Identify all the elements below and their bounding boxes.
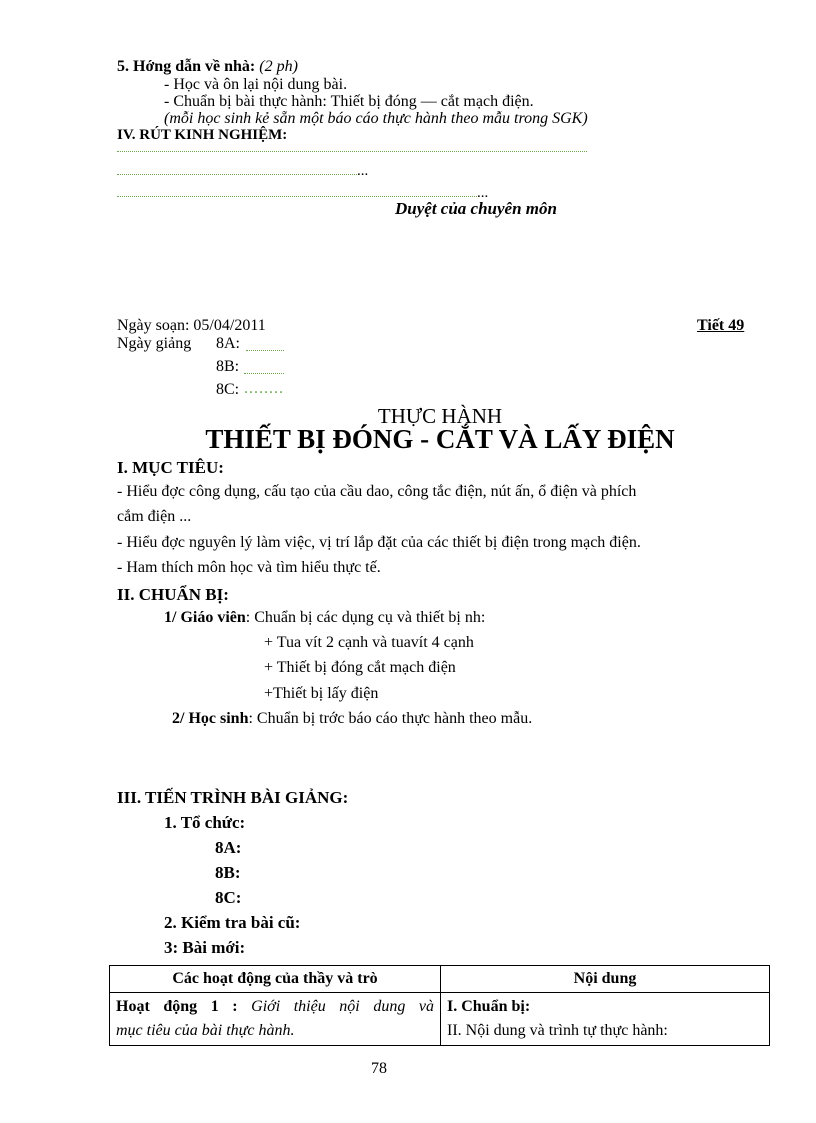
tool-item-1: + Tua vít 2 cạnh và tuavít 4 cạnh: [264, 634, 474, 651]
review-dotted-line-1: [117, 151, 587, 152]
homework-note: (mỗi học sinh kẻ sẵn một báo cáo thực hành theo mẫu trong SGK): [164, 110, 588, 127]
activity-line-2: mục tiêu của bài thực hành.: [116, 1022, 295, 1039]
review-dotted-end-2: ...: [357, 163, 369, 179]
homework-item-1: - Học và ôn lại nội dung bài.: [164, 76, 348, 93]
process-class-8b: 8B:: [215, 863, 241, 882]
approval-text: Duyệt của chuyên môn: [395, 199, 557, 218]
objective-3: - Ham thích môn học và tìm hiểu thực tế.: [117, 559, 381, 576]
objective-1: - Hiểu đợc công dụng, cấu tạo của cầu dao, công tắc điện, nút ấn, ổ điện và phích: [117, 483, 637, 500]
activity-text: Giới thiệu nội dung và: [237, 998, 434, 1015]
teacher-text: : Chuẩn bị các dụng cụ và thiết bị nh:: [245, 609, 486, 626]
activity-label: Hoạt động 1 :: [116, 998, 238, 1015]
content-item-2: II. Nội dung và trình tự thực hành:: [447, 1022, 668, 1039]
objective-2: - Hiểu đợc nguyên lý làm việc, vị trí lắp đặt của các thiết bị điện trong mạch điện.: [117, 534, 641, 551]
class-8a: 8A:: [216, 335, 240, 352]
table-header-row: [110, 966, 770, 993]
prep-date: Ngày soạn: 05/04/2011: [117, 317, 266, 334]
class-8c-dots: ........: [244, 380, 284, 397]
table-header-content: Nội dung: [441, 966, 770, 993]
review-dotted-line-2: [117, 174, 357, 175]
organization-heading: 1. Tổ chức:: [164, 813, 246, 832]
student-text: : Chuẩn bị trớc báo cáo thực hành theo mẫu.: [248, 710, 533, 727]
homework-time: (2 ph): [259, 58, 298, 75]
period-number: Tiết 49: [697, 317, 745, 334]
review-heading: IV. RÚT KINH NGHIỆM:: [117, 127, 288, 143]
teacher-label: 1/ Giáo viên: [164, 609, 246, 626]
homework-heading-line: [117, 58, 298, 76]
prep-heading: II. CHUẨN BỊ:: [117, 585, 229, 604]
class-8c: 8C:: [216, 381, 240, 398]
class-8b-dots: [244, 373, 284, 374]
student-label: 2/ Học sinh: [172, 710, 249, 727]
table-header-activities: Các hoạt động của thầy và trò: [110, 966, 441, 993]
review-dotted-line-3: [117, 196, 477, 197]
title-line-2: THIẾT BỊ ĐÓNG - CẮT VÀ LẤY ĐIỆN: [205, 424, 675, 454]
lesson-table: [109, 965, 770, 1046]
process-class-8a: 8A:: [215, 838, 242, 857]
teacher-prep-line: [164, 609, 485, 627]
class-8b: 8B:: [216, 358, 240, 375]
activity-line-1: [116, 995, 434, 1019]
tool-item-2: + Thiết bị đóng cắt mạch điện: [264, 659, 456, 676]
student-prep-line: [172, 710, 532, 728]
homework-heading: 5. Hớng dẫn về nhà:: [117, 58, 256, 75]
objectives-heading: I. MỤC TIÊU:: [117, 458, 224, 477]
new-lesson-heading: 3: Bài mới:: [164, 938, 246, 957]
table-row: [110, 993, 770, 1046]
content-cell: [441, 993, 770, 1046]
homework-item-2: - Chuẩn bị bài thực hành: Thiết bị đóng — cắt mạch điện.: [164, 93, 534, 110]
process-heading: III. TIẾN TRÌNH BÀI GIẢNG:: [117, 788, 349, 807]
content-item-1: I. Chuẩn bị:: [447, 998, 531, 1015]
process-class-8c: 8C:: [215, 888, 242, 907]
title-line-1: THỰC HÀNH: [377, 404, 503, 428]
tool-item-3: +Thiết bị lấy điện: [264, 685, 379, 702]
review-dotted-end-3: ...: [477, 185, 489, 201]
class-8a-dots: [246, 350, 284, 351]
check-old-lesson-heading: 2. Kiểm tra bài cũ:: [164, 913, 301, 932]
activity-cell: [110, 993, 441, 1046]
objective-1-cont: cắm điện ...: [117, 508, 192, 525]
teach-date-label: Ngày giảng: [117, 335, 192, 352]
page-number: 78: [371, 1060, 387, 1077]
